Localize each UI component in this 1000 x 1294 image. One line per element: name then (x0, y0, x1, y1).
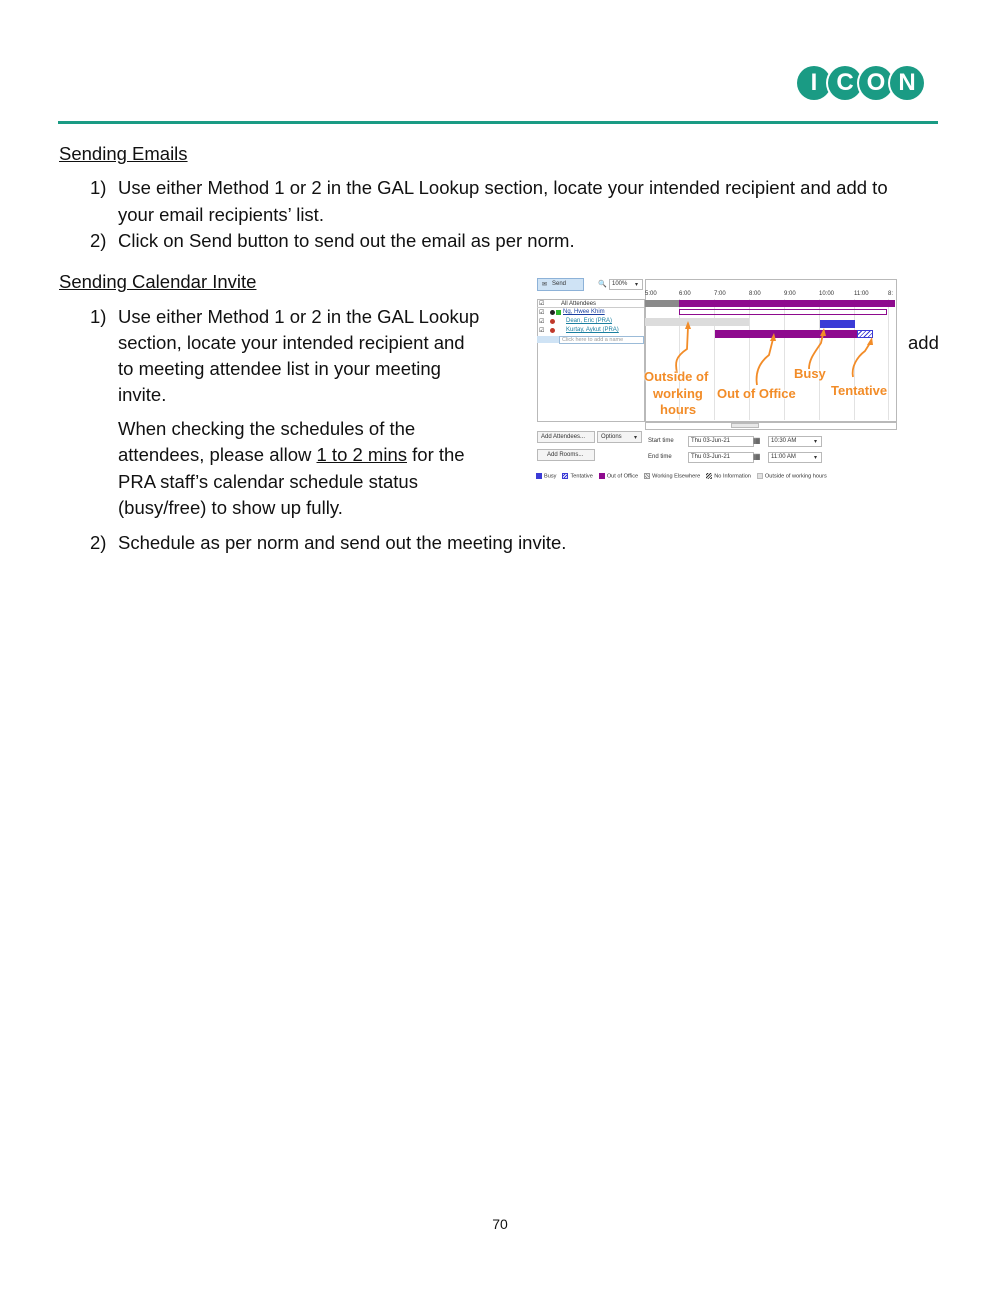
legend (536, 473, 827, 479)
horizontal-scrollbar[interactable] (645, 422, 897, 430)
add-name-input[interactable]: Click here to add a name (559, 336, 644, 344)
attendee-name[interactable]: Dean, Eric (PRA) (566, 318, 613, 324)
zoom-icon: 🔍 (598, 281, 607, 288)
note-text: (busy/free) to show up fully. (118, 497, 343, 518)
organizer-icon (550, 310, 555, 315)
list-item-text: to meeting attendee list in your meeting (118, 358, 441, 379)
list-item-text: invite. (118, 384, 167, 405)
list-number: 1) (90, 306, 107, 327)
add-rooms-button[interactable]: Add Rooms... (537, 449, 595, 461)
all-attendees-label: All Attendees (561, 301, 597, 307)
time-label: 11:00 (854, 291, 869, 297)
time-label: 10:00 (819, 291, 835, 297)
checkbox-icon[interactable]: ☑ (539, 319, 545, 325)
send-icon: ✉ (542, 282, 548, 288)
callout-outside-hours: hours (660, 402, 697, 417)
legend-item: Busy (536, 473, 556, 479)
chevron-down-icon: ▾ (814, 455, 818, 461)
section-heading-calendar: Sending Calendar Invite (59, 271, 257, 292)
logo-letter: N (890, 66, 924, 100)
time-label: 8: (888, 291, 894, 297)
legend-item: Outside of working hours (757, 473, 827, 479)
time-label: 5:00 (645, 291, 657, 297)
options-button[interactable]: Options ▾ (597, 431, 642, 443)
legend-item: Working Elsewhere (644, 473, 700, 479)
calendar-icon[interactable]: ▦ (753, 452, 761, 461)
list-item-text: your email recipients’ list. (118, 204, 324, 225)
add-attendees-button[interactable]: Add Attendees... (537, 431, 595, 443)
note-text: PRA staff’s calendar schedule status (118, 471, 418, 492)
logo-letter: O (859, 66, 893, 100)
legend-item: Out of Office (599, 473, 638, 479)
callout-outside-hours: Outside of (644, 369, 709, 384)
icon-logo (797, 66, 921, 100)
end-date-field[interactable]: Thu 03-Jun-21 (688, 452, 754, 463)
scheduling-assistant-screenshot (536, 277, 896, 487)
start-time-label: Start time (648, 438, 674, 444)
list-item-text: Use either Method 1 or 2 in the GAL Lookup (118, 306, 480, 327)
callout-out-of-office: Out of Office (717, 386, 796, 401)
section-heading-emails: Sending Emails (59, 143, 188, 164)
send-label: Send (552, 281, 567, 287)
logo-letter: I (797, 66, 831, 100)
time-label: 7:00 (714, 291, 726, 297)
scrollbar-thumb[interactable] (731, 423, 759, 428)
list-item-text: Click on Send button to send out the email as per norm. (118, 230, 575, 251)
send-button[interactable] (537, 278, 584, 291)
presence-icon (556, 310, 561, 315)
note-text: When checking the schedules of the (118, 418, 416, 439)
callout-tentative: Tentative (831, 383, 888, 398)
required-attendee-icon (550, 328, 555, 333)
start-time-field[interactable]: 10:30 AM ▾ (768, 436, 822, 447)
end-time-label: End time (648, 454, 672, 460)
list-number: 2) (90, 532, 107, 553)
list-number: 1) (90, 177, 107, 198)
calendar-icon[interactable]: ▦ (753, 436, 761, 445)
end-time-field[interactable]: 11:00 AM ▾ (768, 452, 822, 463)
list-item-text: add (908, 332, 939, 353)
chevron-down-icon: ▾ (635, 282, 639, 288)
checkbox-icon[interactable]: ☑ (539, 310, 545, 316)
note-text: attendees, please allow 1 to 2 mins for the (118, 444, 465, 465)
required-attendee-icon (550, 319, 555, 324)
list-item-text: Schedule as per norm and send out the meeting invite. (118, 532, 567, 553)
checkbox-icon[interactable]: ☑ (539, 301, 545, 307)
list-item-text: Use either Method 1 or 2 in the GAL Lookup section, locate your intended recipient and add to (118, 177, 888, 198)
legend-item: No Information (706, 473, 751, 479)
time-label: 8:00 (749, 291, 761, 297)
chevron-down-icon: ▾ (634, 435, 638, 441)
zoom-select[interactable] (609, 279, 643, 290)
list-number: 2) (90, 230, 107, 251)
list-item-text: section, locate your intended recipient and (118, 332, 465, 353)
attendee-name[interactable]: Kurtay, Aykut (PRA) (566, 327, 619, 333)
time-highlight: 1 to 2 mins (316, 444, 407, 465)
time-label: 9:00 (784, 291, 796, 297)
callout-outside-hours: working (653, 386, 703, 401)
logo-letter: C (828, 66, 862, 100)
header-divider (58, 121, 938, 124)
time-label: 6:00 (679, 291, 691, 297)
checkbox-icon[interactable]: ☑ (539, 328, 545, 334)
legend-item: Tentative (562, 473, 592, 479)
callout-busy: Busy (794, 366, 826, 381)
page-number: 70 (492, 1216, 508, 1232)
attendee-name[interactable]: Ng, Hwee Khim (563, 309, 605, 315)
zoom-value: 100% (612, 281, 628, 287)
chevron-down-icon: ▾ (814, 439, 818, 445)
start-date-field[interactable]: Thu 03-Jun-21 (688, 436, 754, 447)
